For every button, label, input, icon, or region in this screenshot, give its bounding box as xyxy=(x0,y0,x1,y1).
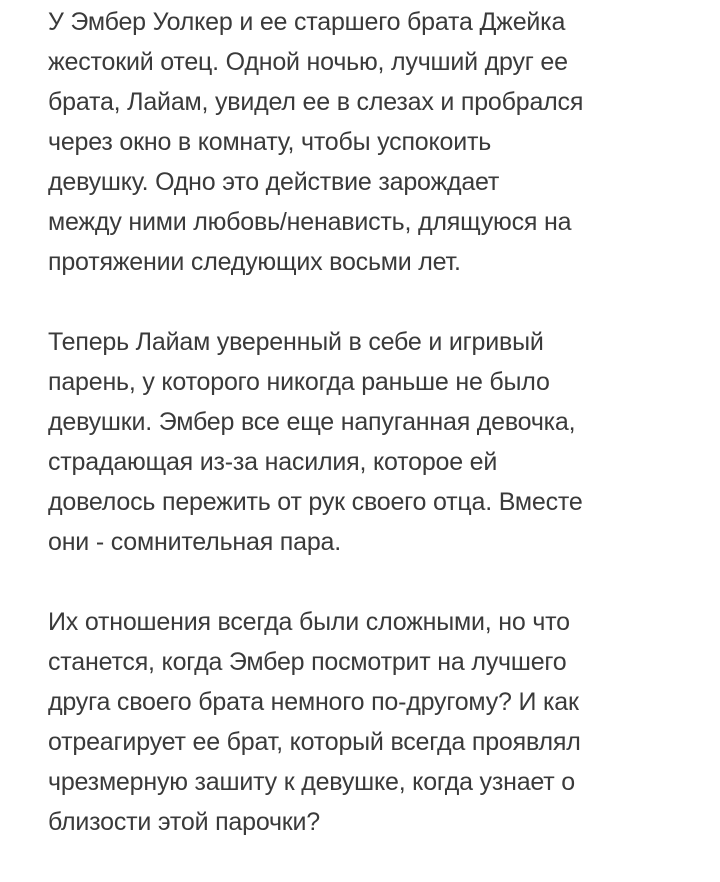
paragraph-1 xyxy=(48,2,708,282)
paragraph-3 xyxy=(48,602,708,842)
text-line: довелось пережить от рук своего отца. Вместе xyxy=(48,488,583,516)
text-line: друга своего брата немного по-другому? И как xyxy=(48,688,579,716)
text-line: они - сомнительная пара. xyxy=(48,528,341,556)
text-line: Их отношения всегда были сложными, но что xyxy=(48,608,570,636)
text-line: протяжении следующих восьми лет. xyxy=(48,248,461,276)
text-line: девушку. Одно это действие зарождает xyxy=(48,168,500,196)
text-line: брата, Лайам, увидел ее в слезах и пробрался xyxy=(48,88,584,116)
text-line: между ними любовь/ненависть, длящуюся на xyxy=(48,208,572,236)
text-line: близости этой парочки? xyxy=(48,808,321,836)
text-line: У Эмбер Уолкер и ее старшего брата Джейка xyxy=(48,8,566,36)
text-line: Теперь Лайам уверенный в себе и игривый xyxy=(48,328,544,356)
text-line: парень, у которого никогда раньше не было xyxy=(48,368,550,396)
text-line: чрезмерную зашиту к девушке, когда узнает о xyxy=(48,768,575,796)
book-description xyxy=(48,2,708,882)
text-line: станется, когда Эмбер посмотрит на лучшего xyxy=(48,648,567,676)
text-line: страдающая из-за насилия, которое ей xyxy=(48,448,498,476)
text-line: девушки. Эмбер все еще напуганная девочка, xyxy=(48,408,576,436)
paragraph-2 xyxy=(48,322,708,562)
text-line: через окно в комнату, чтобы успокоить xyxy=(48,128,492,156)
text-line: отреагирует ее брат, который всегда проявлял xyxy=(48,728,581,756)
text-line: жестокий отец. Одной ночью, лучший друг ее xyxy=(48,48,568,76)
